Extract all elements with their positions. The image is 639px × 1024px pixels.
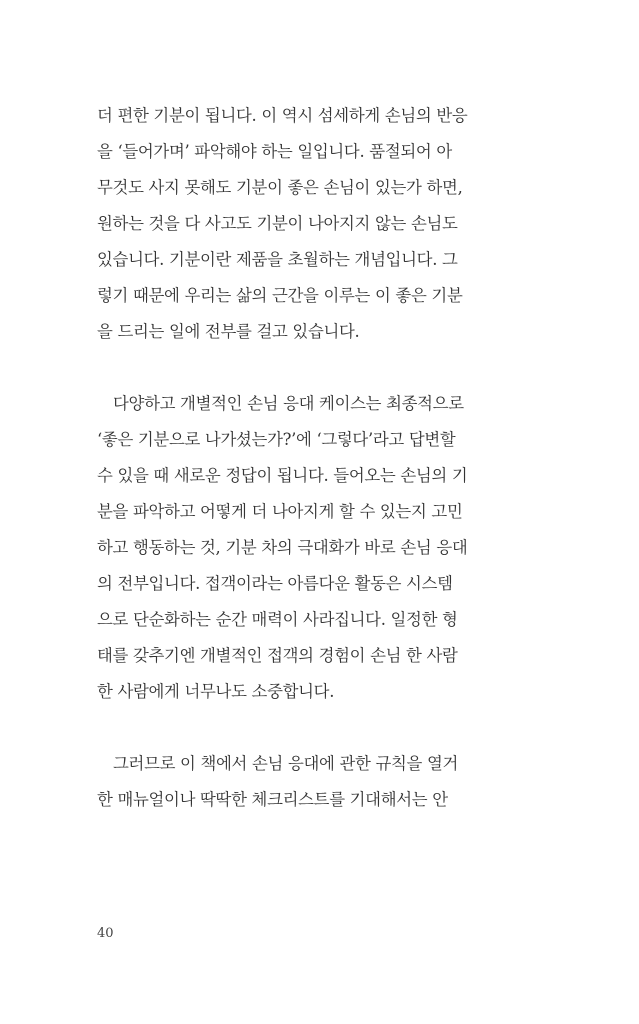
- text-line: ‘좋은 기분으로 나가셨는가?’에 ‘그렇다’라고 답변할: [97, 430, 456, 449]
- text-line: 분을 파악하고 어떻게 더 나아지게 할 수 있는지 고민: [97, 502, 463, 521]
- text-line: 있습니다. 기분이란 제품을 초월하는 개념입니다. 그: [97, 250, 458, 269]
- text-line: 의 전부입니다. 접객이라는 아름다운 활동은 시스템: [97, 574, 453, 593]
- text-line: 그러므로 이 책에서 손님 응대에 관한 규칙을 열거: [113, 754, 459, 773]
- text-line: 수 있을 때 새로운 정답이 됩니다. 들어오는 손님의 기: [97, 466, 468, 485]
- text-line: 원하는 것을 다 사고도 기분이 나아지지 않는 손님도: [97, 214, 458, 233]
- text-line: 으로 단순화하는 순간 매력이 사라집니다. 일정한 형: [97, 610, 458, 629]
- text-line: 한 매뉴얼이나 딱딱한 체크리스트를 기대해서는 안: [97, 790, 448, 809]
- text-line: 한 사람에게 너무나도 소중합니다.: [97, 682, 335, 701]
- text-line: 을 드리는 일에 전부를 걸고 있습니다.: [97, 322, 360, 341]
- paragraph-1: [97, 98, 542, 350]
- page-number: 40: [97, 926, 114, 941]
- paragraph-gap: [97, 350, 542, 386]
- paragraph-2: [97, 386, 542, 710]
- text-line: 더 편한 기분이 됩니다. 이 역시 섬세하게 손님의 반응: [97, 106, 468, 125]
- text-line: 다양하고 개별적인 손님 응대 케이스는 최종적으로: [113, 394, 464, 413]
- text-line: 렇기 때문에 우리는 삶의 근간을 이루는 이 좋은 기분: [97, 286, 463, 305]
- body-text: [97, 98, 542, 818]
- text-line: 태를 갖추기엔 개별적인 접객의 경험이 손님 한 사람: [97, 646, 458, 665]
- text-line: 하고 행동하는 것, 기분 차의 극대화가 바로 손님 응대: [97, 538, 468, 557]
- text-line: 무것도 사지 못해도 기분이 좋은 손님이 있는가 하면,: [97, 178, 463, 197]
- text-line: 을 ‘들어가며’ 파악해야 하는 일입니다. 품절되어 아: [97, 142, 452, 161]
- paragraph-gap: [97, 710, 542, 746]
- paragraph-3: [97, 746, 542, 818]
